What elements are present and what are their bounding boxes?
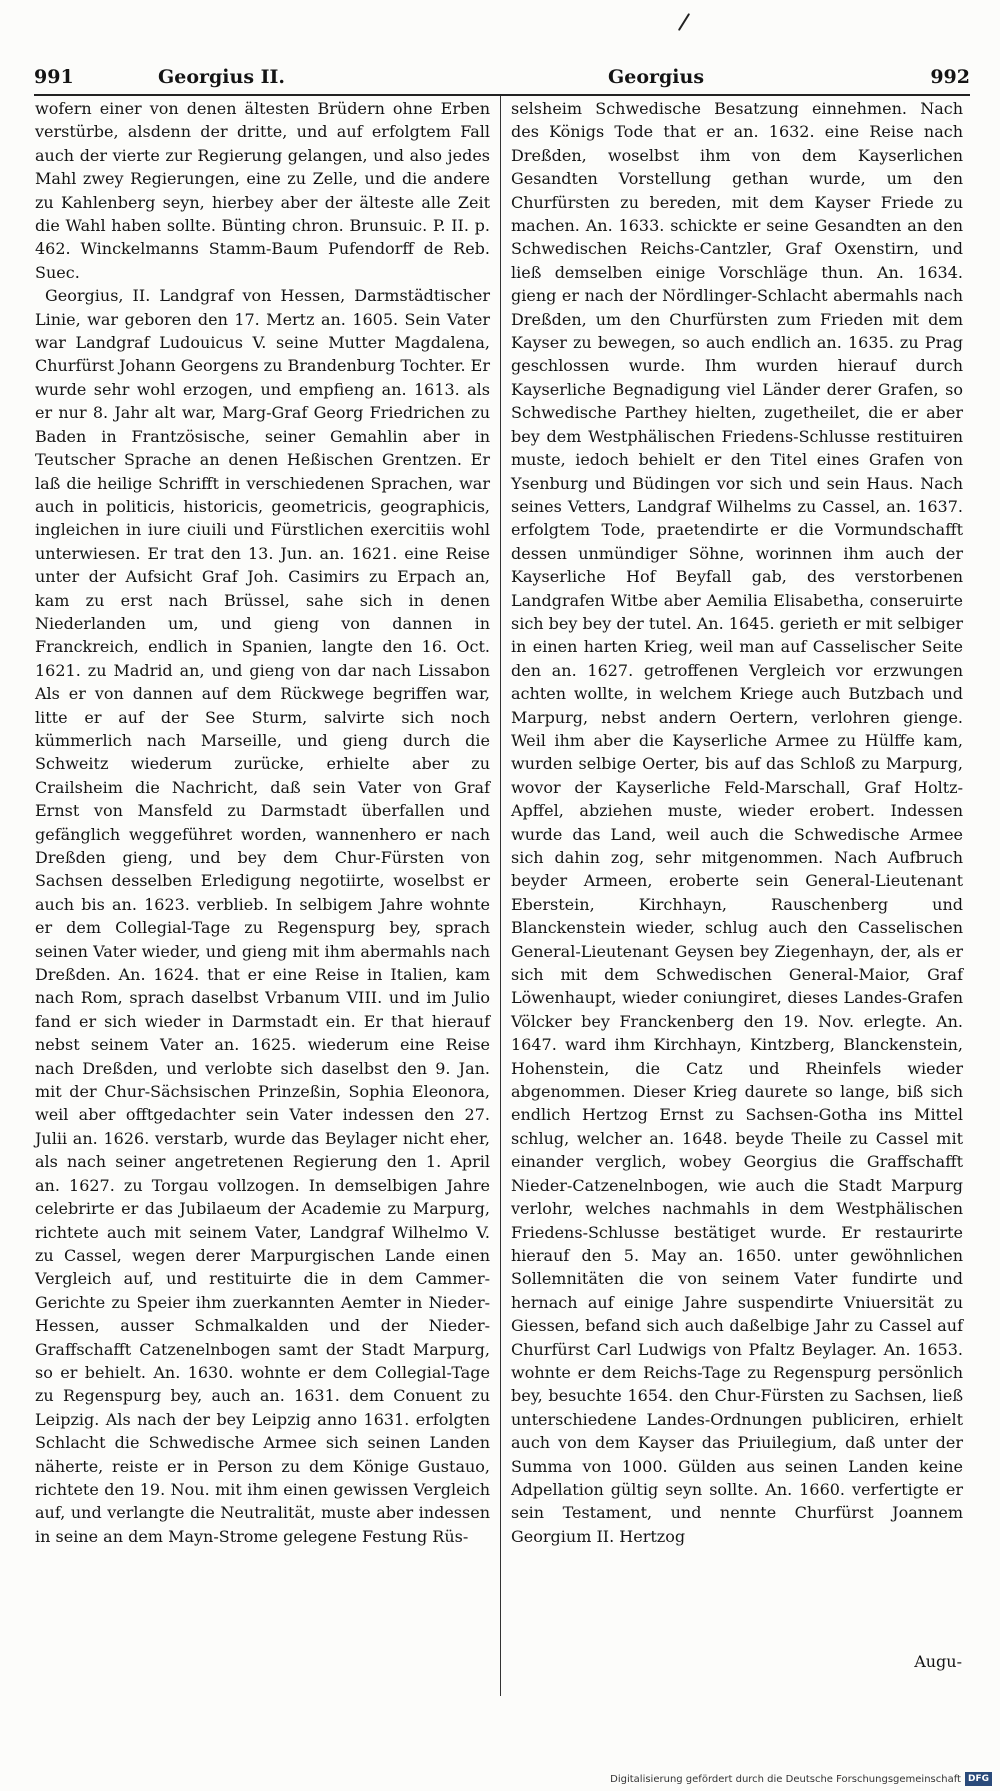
page-number-left: 991 — [34, 66, 74, 88]
header-rule — [34, 94, 970, 96]
page-number-right: 992 — [930, 66, 970, 88]
dfg-logo: DFG — [965, 1772, 992, 1786]
paragraph-brunswick-continuation: wofern einer von denen ältesten Brüdern ohne Erben verstürbe, alsdenn der dritte, und auf erfolgtem Fall auch der vierte zur Regierung gelangen, und also jedes Mahl zwey Regierungen, eine zu Zelle, und die andere zu Kahlenberg seyn, hierbey aber der älteste alle Zeit die Wahl haben sollte. Bünting chron. Brunsuic. P. II. p. 462. Winckelmanns Stamm-Baum Pufendorff de Reb. Suec. — [35, 99, 490, 282]
ink-mark — [678, 13, 690, 31]
running-header — [34, 62, 970, 92]
right-column — [511, 97, 963, 1548]
digitization-footer — [610, 1771, 992, 1787]
paragraph-georgius-entry: Georgius, II. Landgraf von Hessen, Darmstädtischer Linie, war geboren den 17. Mertz an. 1605. Sein Vater war Landgraf Ludouicus V. seine Mutter Magdalena, Churfürst Johann Georgens zu Brandenburg Tochter. Er wurde sehr wohl erzogen, und empfieng an. 1613. als er nur 8. Jahr alt war, Marg-Graf Georg Friedrichen zu Baden in Frantzösische, seiner Gemahlin aber in Teutscher Sprache an denen Heßischen Grentzen. Er laß die heilige Schrifft in verschiedenen Sprachen, war auch in politicis, historicis, geometricis, geographicis, ingleichen in iure ciuili und Fürstlichen exercitiis wohl unterwiesen. Er trat den 13. Jun. an. 1621. eine Reise unter der Aufsicht Graf Joh. Casimirs zu Erpach an, kam zu erst nach Brüssel, sahe sich in denen Niederlanden um, und gieng von dannen in Franckreich, endlich in Spanien, langte den 16. Oct. 1621. zu Madrid an, und gieng von dar nach Lissabon Als er von dannen auf dem Rückwege begriffen war, litte er auf der See Sturm, salvirte sich noch kümmerlich nach Marseille, und gieng durch die Schweitz wiederum zurücke, erhielte aber zu Crailsheim die Nachricht, daß sein Vater von Graf Ernst von Mansfeld zu Darmstadt überfallen und gefänglich weggeführet worden, wannenhero er nach Dreßden gieng, und bey dem Chur-Fürsten von Sachsen desselben Erledigung negotiirte, woselbst er auch bis an. 1623. verblieb. In selbigem Jahre wohnte er dem Collegial-Tage zu Regenspurg bey, sprach seinen Vater wieder, und gieng mit ihm abermahls nach Dreßden. An. 1624. that er eine Reise in Italien, kam nach Rom, sprach daselbst Vrbanum VIII. und im Julio fand er sich wieder in Darmstadt ein. Er that hierauf nebst seinem Vater an. 1625. wiederum eine Reise nach Dreßden, und verlobte sich daselbst den 9. Jan. mit der Chur-Sächsischen Prinzeßin, Sophia Eleonora, weil aber offtgedachter sein Vater indessen den 27. Julii an. 1626. verstarb, wurde das Beylager nicht eher, als nach seiner angetretenen Regierung den 1. April an. 1627. zu Torgau vollzogen. In demselbigen Jahre celebrirte er das Jubilaeum der Academie zu Marpurg, richtete auch mit seinem Vater, Landgraf Wilhelmo V. zu Cassel, wegen derer Marpurgischen Lande einen Vergleich auf, und restituirte die in dem Cammer-Gerichte zu Speier ihm zuerkannten Aemter in Nieder-Hessen, ausser Schmalkalden und der Nieder-Graffschafft Catzenelnbogen samt der Stadt Marpurg, so er behielt. An. 1630. wohnte er dem Collegial-Tage zu Regenspurg bey, auch an. 1631. dem Conuent zu Leipzig. Als nach der bey Leipzig anno 1631. erfolgten Schlacht die Schwedische Armee sich seinen Landen näherte, reiste er in Person zu dem Könige Gustauo, richtete den 19. Nou. mit ihm einen gewissen Vergleich auf, und verlangte die Neutralität, muste aber indessen in seine an dem Mayn-Strome gelegene Festung Rüs- — [35, 286, 490, 1546]
catchword: Augu- — [914, 1652, 962, 1671]
header-title-right: Georgius — [608, 66, 705, 88]
header-title-left: Georgius II. — [158, 66, 286, 88]
column-divider — [500, 96, 501, 1696]
left-column — [35, 97, 490, 1548]
paragraph-georgius-continuation: selsheim Schwedische Besatzung einnehmen. Nach des Königs Tode that er an. 1632. eine Reise nach Dreßden, woselbst ihm von dem Kayserlichen Gesandten Vorstellung gethan wurde, um den Churfürsten zu bereden, mit dem Kayser Friede zu machen. An. 1633. schickte er seine Gesandten an den Schwedischen Reichs-Cantzler, Graf Oxenstirn, und ließ demselben einige Vorschläge thun. An. 1634. gieng er nach der Nördlinger-Schlacht abermahls nach Dreßden, um den Churfürsten zum Frieden mit dem Kayser zu bewegen, so auch endlich an. 1635. zu Prag geschlossen wurde. Ihm wurden hierauf durch Kayserliche Begnadigung viel Länder derer Grafen, so Schwedische Parthey hielten, zugetheilet, die er aber bey dem Westphälischen Friedens-Schlusse restituiren muste, iedoch behielt er den Titel eines Grafen von Ysenburg und Büdingen vor sich und sein Haus. Nach seines Vetters, Landgraf Wilhelms zu Cassel, an. 1637. erfolgtem Tode, praetendirte er die Vormundschafft dessen unmündiger Söhne, worinnen ihm auch der Kayserliche Hof Beyfall gab, des verstorbenen Landgrafen Witbe aber Aemilia Elisabetha, conseruirte sich bey bey der tutel. An. 1645. gerieth er mit selbiger in einen harten Krieg, weil man auf Casselischer Seite den an. 1627. getroffenen Vergleich vor erzwungen achten wollte, in welchem Kriege auch Butzbach und Marpurg, nebst andern Oertern, verlohren gienge. Weil ihm aber die Kayserliche Armee zu Hülffe kam, wurden selbige Oerter, bis auf das Schloß zu Marpurg, wovor der Kayserliche Feld-Marschall, Graf Holtz-Apffel, abziehen muste, wieder erobert. Indessen wurde das Land, weil auch die Schwedische Armee sich dahin zog, sehr mitgenommen. Nach Aufbruch beyder Armeen, eroberte sein General-Lieutenant Eberstein, Kirchhayn, Rauschenberg und Blanckenstein wieder, schlug auch den Casselischen General-Lieutenant Geysen bey Ziegenhayn, der, als er sich mit dem Schwedischen General-Maior, Graf Löwenhaupt, wieder coniungiret, dieses Landes-Grafen Völcker bey Franckenberg den 19. Nov. erlegte. An. 1647. ward ihm Kirchhayn, Kintzberg, Blanckenstein, Hohenstein, die Catz und Rheinfels wieder abgenommen. Dieser Krieg daurete so lange, biß sich endlich Hertzog Ernst zu Sachsen-Gotha ins Mittel schlug, welcher an. 1648. beyde Theile zu Cassel mit einander verglich, wobey Georgius die Graffschafft Nieder-Catzenelnbogen, wie auch die Stadt Marpurg verlohr, welches nachmahls in dem Westphälischen Friedens-Schlusse bestätiget wurde. Er restaurirte hierauf den 5. May an. 1650. unter gewöhnlichen Sollemnitäten die von seinem Vater fundirte und hernach auf einige Jahre suspendirte Vniuersität zu Giessen, befand sich auch daßelbige Jahr zu Cassel auf Churfürst Carl Ludwigs von Pfaltz Beylager. An. 1653. wohnte er dem Reichs-Tage zu Regenspurg persönlich bey, besuchte 1654. den Chur-Fürsten zu Sachsen, ließ unterschiedene Landes-Ordnungen publiciren, erhielt auch von dem Kayser das Priuilegium, daß unter der Summa von 1000. Gülden aus seinen Landen keine Adpellation gültig seyn sollte. An. 1660. verfertigte er sein Testament, und nennte Churfürst Joannem Georgium II. Hertzog — [511, 99, 963, 1546]
footer-text: Digitalisierung gefördert durch die Deutsche Forschungsgemeinschaft — [610, 1773, 961, 1785]
